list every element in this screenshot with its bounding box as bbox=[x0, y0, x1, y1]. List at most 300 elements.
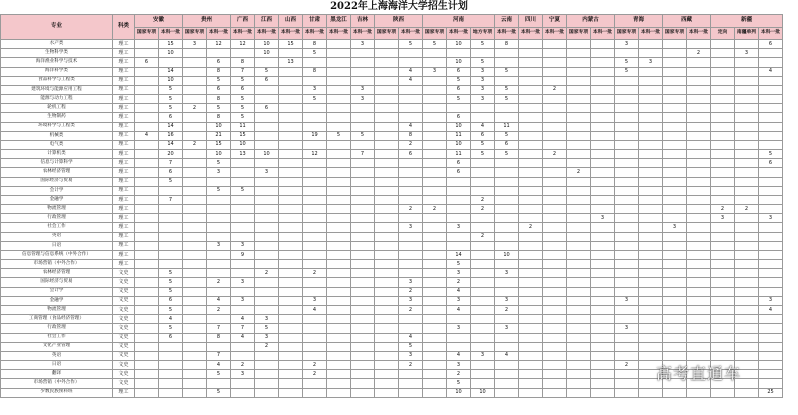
quota-cell bbox=[183, 388, 207, 397]
quota-cell bbox=[663, 287, 687, 296]
major-cell: 日语 bbox=[1, 241, 113, 250]
quota-cell bbox=[759, 223, 783, 232]
major-cell: 社会工作 bbox=[1, 333, 113, 342]
quota-cell bbox=[639, 388, 663, 397]
quota-cell bbox=[183, 168, 207, 177]
quota-cell bbox=[711, 49, 735, 58]
quota-cell bbox=[591, 260, 615, 269]
quota-cell: 2 bbox=[255, 269, 279, 278]
quota-cell bbox=[327, 113, 351, 122]
category-cell: 理工 bbox=[113, 186, 135, 195]
quota-cell bbox=[639, 113, 663, 122]
quota-cell bbox=[735, 333, 759, 342]
quota-cell bbox=[519, 177, 543, 186]
quota-cell: 3 bbox=[759, 214, 783, 223]
quota-cell bbox=[759, 58, 783, 67]
category-cell: 理工 bbox=[113, 177, 135, 186]
quota-cell bbox=[303, 214, 327, 223]
quota-cell: 2 bbox=[399, 305, 423, 314]
quota-cell bbox=[135, 168, 159, 177]
quota-cell bbox=[375, 205, 399, 214]
quota-cell: 6 bbox=[207, 58, 231, 67]
quota-cell: 2 bbox=[207, 278, 231, 287]
major-cell: 食品科学与工程类 bbox=[1, 76, 113, 85]
quota-cell bbox=[591, 95, 615, 104]
quota-cell bbox=[327, 351, 351, 360]
quota-cell bbox=[183, 76, 207, 85]
quota-cell bbox=[495, 159, 519, 168]
quota-cell bbox=[567, 379, 591, 388]
quota-cell bbox=[615, 351, 639, 360]
quota-cell bbox=[711, 241, 735, 250]
quota-cell: 2 bbox=[615, 361, 639, 370]
quota-cell bbox=[375, 305, 399, 314]
quota-cell bbox=[687, 324, 711, 333]
quota-cell bbox=[639, 278, 663, 287]
category-cell: 理工 bbox=[113, 250, 135, 259]
quota-cell bbox=[495, 223, 519, 232]
quota-cell: 3 bbox=[471, 76, 495, 85]
quota-cell bbox=[375, 140, 399, 149]
quota-cell bbox=[303, 177, 327, 186]
quota-cell bbox=[759, 269, 783, 278]
quota-cell bbox=[159, 250, 183, 259]
quota-cell bbox=[495, 232, 519, 241]
quota-cell bbox=[711, 269, 735, 278]
quota-cell bbox=[711, 195, 735, 204]
quota-cell bbox=[207, 269, 231, 278]
quota-cell: 7 bbox=[159, 159, 183, 168]
quota-cell bbox=[375, 241, 399, 250]
quota-cell bbox=[231, 379, 255, 388]
quota-cell bbox=[735, 186, 759, 195]
quota-cell bbox=[519, 95, 543, 104]
quota-cell bbox=[303, 232, 327, 241]
quota-cell bbox=[735, 388, 759, 397]
header-province: 新疆 bbox=[711, 15, 783, 28]
quota-cell: 8 bbox=[303, 67, 327, 76]
quota-cell bbox=[303, 113, 327, 122]
quota-cell bbox=[471, 305, 495, 314]
quota-cell: 5 bbox=[255, 67, 279, 76]
quota-cell: 5 bbox=[303, 95, 327, 104]
quota-cell: 5 bbox=[615, 67, 639, 76]
quota-cell bbox=[687, 131, 711, 140]
quota-cell bbox=[279, 131, 303, 140]
quota-cell bbox=[183, 150, 207, 159]
quota-cell: 2 bbox=[711, 205, 735, 214]
table-row bbox=[1, 260, 783, 269]
quota-cell: 3 bbox=[495, 296, 519, 305]
table-row bbox=[1, 177, 783, 186]
quota-cell bbox=[495, 260, 519, 269]
quota-cell: 3 bbox=[183, 40, 207, 49]
quota-cell bbox=[519, 361, 543, 370]
quota-cell bbox=[591, 58, 615, 67]
quota-cell: 8 bbox=[495, 40, 519, 49]
category-cell: 理工 bbox=[113, 214, 135, 223]
quota-cell bbox=[399, 241, 423, 250]
header-province: 甘肃 bbox=[303, 15, 327, 28]
quota-cell bbox=[663, 351, 687, 360]
quota-cell: 3 bbox=[711, 214, 735, 223]
quota-cell bbox=[759, 370, 783, 379]
quota-cell bbox=[279, 260, 303, 269]
quota-cell bbox=[327, 67, 351, 76]
quota-cell bbox=[135, 214, 159, 223]
table-row bbox=[1, 76, 783, 85]
quota-cell bbox=[567, 49, 591, 58]
major-cell: 海洋渔业科学与技术 bbox=[1, 58, 113, 67]
quota-cell: 5 bbox=[447, 379, 471, 388]
quota-cell bbox=[231, 168, 255, 177]
quota-cell bbox=[375, 122, 399, 131]
table-row bbox=[1, 315, 783, 324]
quota-cell bbox=[399, 58, 423, 67]
quota-cell bbox=[327, 296, 351, 305]
quota-cell bbox=[591, 113, 615, 122]
header-province: 广西 bbox=[231, 15, 255, 28]
quota-cell bbox=[711, 250, 735, 259]
quota-cell: 19 bbox=[303, 131, 327, 140]
quota-cell bbox=[231, 159, 255, 168]
quota-cell bbox=[375, 260, 399, 269]
header-province: 陕西 bbox=[375, 15, 423, 28]
quota-cell: 3 bbox=[471, 67, 495, 76]
quota-cell: 20 bbox=[159, 150, 183, 159]
quota-cell bbox=[375, 131, 399, 140]
quota-cell bbox=[735, 250, 759, 259]
quota-cell bbox=[327, 278, 351, 287]
quota-cell bbox=[615, 305, 639, 314]
quota-cell bbox=[735, 305, 759, 314]
quota-cell bbox=[615, 113, 639, 122]
quota-cell bbox=[711, 140, 735, 149]
quota-cell bbox=[567, 131, 591, 140]
quota-cell bbox=[471, 49, 495, 58]
quota-cell bbox=[639, 177, 663, 186]
quota-cell bbox=[135, 370, 159, 379]
quota-cell: 6 bbox=[759, 159, 783, 168]
quota-cell bbox=[255, 223, 279, 232]
quota-cell bbox=[639, 168, 663, 177]
quota-cell bbox=[471, 168, 495, 177]
quota-cell bbox=[519, 159, 543, 168]
quota-cell bbox=[519, 195, 543, 204]
quota-cell bbox=[375, 76, 399, 85]
quota-cell: 5 bbox=[423, 40, 447, 49]
quota-cell bbox=[207, 287, 231, 296]
quota-cell: 5 bbox=[207, 186, 231, 195]
quota-cell: 4 bbox=[759, 67, 783, 76]
quota-cell bbox=[519, 324, 543, 333]
quota-cell: 12 bbox=[207, 40, 231, 49]
quota-cell: 25 bbox=[759, 388, 783, 397]
quota-cell bbox=[351, 269, 375, 278]
quota-cell bbox=[543, 140, 567, 149]
quota-cell bbox=[231, 232, 255, 241]
quota-cell: 3 bbox=[447, 324, 471, 333]
quota-cell bbox=[351, 186, 375, 195]
quota-cell bbox=[135, 232, 159, 241]
quota-cell bbox=[471, 223, 495, 232]
table-row bbox=[1, 278, 783, 287]
major-cell: 物流管理 bbox=[1, 305, 113, 314]
quota-cell: 5 bbox=[471, 140, 495, 149]
quota-cell bbox=[759, 324, 783, 333]
quota-cell bbox=[735, 223, 759, 232]
quota-cell bbox=[471, 241, 495, 250]
quota-cell bbox=[327, 361, 351, 370]
quota-cell: 3 bbox=[447, 361, 471, 370]
quota-cell bbox=[495, 342, 519, 351]
quota-cell bbox=[639, 315, 663, 324]
quota-cell bbox=[495, 388, 519, 397]
quota-cell bbox=[519, 131, 543, 140]
major-cell: 国际经济与贸易 bbox=[1, 278, 113, 287]
quota-cell: 2 bbox=[399, 287, 423, 296]
quota-cell bbox=[591, 104, 615, 113]
quota-cell bbox=[591, 159, 615, 168]
quota-cell bbox=[663, 315, 687, 324]
quota-cell bbox=[615, 223, 639, 232]
quota-cell bbox=[423, 131, 447, 140]
quota-cell bbox=[615, 195, 639, 204]
quota-cell bbox=[279, 296, 303, 305]
quota-cell bbox=[639, 140, 663, 149]
header-batch: 本科一批 bbox=[759, 28, 783, 40]
quota-cell bbox=[279, 104, 303, 113]
major-cell: 文化产业管理 bbox=[1, 342, 113, 351]
quota-cell bbox=[735, 40, 759, 49]
quota-cell bbox=[567, 76, 591, 85]
quota-cell bbox=[471, 260, 495, 269]
quota-cell bbox=[183, 370, 207, 379]
quota-cell bbox=[327, 315, 351, 324]
quota-cell bbox=[375, 379, 399, 388]
quota-cell bbox=[543, 168, 567, 177]
quota-cell: 5 bbox=[399, 40, 423, 49]
quota-cell: 4 bbox=[135, 131, 159, 140]
quota-cell: 4 bbox=[399, 333, 423, 342]
quota-cell bbox=[183, 361, 207, 370]
quota-cell bbox=[255, 159, 279, 168]
quota-cell bbox=[135, 324, 159, 333]
quota-cell bbox=[279, 159, 303, 168]
quota-cell bbox=[543, 214, 567, 223]
quota-cell bbox=[495, 76, 519, 85]
table-row bbox=[1, 150, 783, 159]
quota-cell bbox=[351, 278, 375, 287]
major-cell: 国际经济与贸易 bbox=[1, 177, 113, 186]
quota-cell: 5 bbox=[303, 49, 327, 58]
quota-cell bbox=[663, 324, 687, 333]
quota-cell bbox=[663, 195, 687, 204]
header-province: 安徽 bbox=[135, 15, 183, 28]
quota-cell: 5 bbox=[159, 85, 183, 94]
quota-cell bbox=[543, 269, 567, 278]
quota-cell bbox=[759, 85, 783, 94]
quota-cell bbox=[423, 49, 447, 58]
major-cell: 金融学 bbox=[1, 195, 113, 204]
quota-cell bbox=[663, 122, 687, 131]
quota-cell bbox=[447, 232, 471, 241]
header-province: 黑龙江 bbox=[327, 15, 351, 28]
quota-cell bbox=[183, 223, 207, 232]
quota-cell bbox=[567, 361, 591, 370]
quota-cell bbox=[495, 104, 519, 113]
quota-cell bbox=[351, 214, 375, 223]
quota-cell bbox=[495, 186, 519, 195]
quota-cell bbox=[639, 214, 663, 223]
quota-cell bbox=[399, 113, 423, 122]
quota-cell bbox=[375, 287, 399, 296]
quota-cell bbox=[519, 58, 543, 67]
quota-cell: 4 bbox=[231, 333, 255, 342]
quota-cell bbox=[639, 159, 663, 168]
quota-cell bbox=[663, 388, 687, 397]
quota-cell: 2 bbox=[207, 305, 231, 314]
quota-cell bbox=[183, 232, 207, 241]
quota-cell bbox=[159, 241, 183, 250]
quota-cell bbox=[447, 195, 471, 204]
quota-cell bbox=[327, 342, 351, 351]
quota-cell bbox=[759, 278, 783, 287]
quota-cell: 10 bbox=[159, 76, 183, 85]
major-cell: 生物制药 bbox=[1, 113, 113, 122]
quota-cell bbox=[423, 333, 447, 342]
category-cell: 理工 bbox=[113, 168, 135, 177]
quota-cell bbox=[351, 361, 375, 370]
quota-cell: 5 bbox=[231, 104, 255, 113]
quota-cell bbox=[327, 95, 351, 104]
quota-cell bbox=[711, 131, 735, 140]
quota-cell bbox=[615, 241, 639, 250]
quota-cell bbox=[471, 278, 495, 287]
quota-cell bbox=[687, 168, 711, 177]
quota-cell: 5 bbox=[495, 150, 519, 159]
quota-cell bbox=[279, 95, 303, 104]
quota-cell bbox=[327, 324, 351, 333]
quota-cell bbox=[135, 241, 159, 250]
quota-cell bbox=[447, 241, 471, 250]
quota-cell bbox=[159, 186, 183, 195]
quota-cell bbox=[279, 361, 303, 370]
quota-cell bbox=[279, 186, 303, 195]
quota-cell bbox=[567, 67, 591, 76]
quota-cell bbox=[615, 260, 639, 269]
quota-cell: 6 bbox=[135, 58, 159, 67]
quota-cell bbox=[423, 269, 447, 278]
quota-cell bbox=[543, 95, 567, 104]
quota-cell bbox=[567, 58, 591, 67]
quota-cell bbox=[279, 287, 303, 296]
header-batch: 国家专项 bbox=[663, 28, 687, 40]
quota-cell bbox=[375, 159, 399, 168]
quota-cell bbox=[567, 250, 591, 259]
quota-cell bbox=[303, 205, 327, 214]
quota-cell bbox=[567, 333, 591, 342]
quota-cell bbox=[279, 195, 303, 204]
quota-cell bbox=[327, 333, 351, 342]
quota-cell bbox=[231, 214, 255, 223]
quota-cell bbox=[159, 232, 183, 241]
quota-cell: 2 bbox=[231, 361, 255, 370]
quota-cell bbox=[639, 250, 663, 259]
quota-cell bbox=[159, 223, 183, 232]
quota-cell bbox=[663, 260, 687, 269]
quota-cell bbox=[567, 150, 591, 159]
quota-cell bbox=[135, 250, 159, 259]
quota-cell: 6 bbox=[159, 113, 183, 122]
quota-cell bbox=[135, 177, 159, 186]
quota-cell bbox=[663, 104, 687, 113]
quota-cell bbox=[255, 351, 279, 360]
quota-cell bbox=[255, 260, 279, 269]
quota-cell bbox=[687, 241, 711, 250]
quota-cell bbox=[231, 342, 255, 351]
quota-cell bbox=[519, 351, 543, 360]
quota-cell: 3 bbox=[615, 324, 639, 333]
table-row bbox=[1, 342, 783, 351]
quota-cell bbox=[759, 379, 783, 388]
quota-cell bbox=[639, 260, 663, 269]
quota-cell bbox=[543, 361, 567, 370]
table-row bbox=[1, 113, 783, 122]
quota-cell bbox=[735, 85, 759, 94]
quota-cell bbox=[639, 95, 663, 104]
quota-cell: 3 bbox=[399, 278, 423, 287]
quota-cell: 10 bbox=[447, 40, 471, 49]
quota-cell bbox=[135, 122, 159, 131]
quota-cell bbox=[279, 67, 303, 76]
quota-cell bbox=[279, 342, 303, 351]
quota-cell bbox=[135, 159, 159, 168]
header-batch: 本科一批 bbox=[159, 28, 183, 40]
quota-cell bbox=[519, 296, 543, 305]
quota-cell bbox=[759, 287, 783, 296]
quota-cell bbox=[279, 379, 303, 388]
quota-cell bbox=[399, 324, 423, 333]
category-cell: 文史 bbox=[113, 287, 135, 296]
header-batch: 本科一批 bbox=[207, 28, 231, 40]
quota-cell bbox=[471, 370, 495, 379]
major-cell: 电气类 bbox=[1, 140, 113, 149]
quota-cell bbox=[399, 168, 423, 177]
quota-cell bbox=[375, 104, 399, 113]
quota-cell bbox=[135, 388, 159, 397]
header-province: 西藏 bbox=[663, 15, 711, 28]
major-cell: 金融学 bbox=[1, 296, 113, 305]
quota-cell: 4 bbox=[399, 67, 423, 76]
quota-cell bbox=[567, 305, 591, 314]
quota-cell bbox=[231, 223, 255, 232]
quota-cell bbox=[591, 40, 615, 49]
quota-cell bbox=[663, 95, 687, 104]
header-batch: 国家专项 bbox=[183, 28, 207, 40]
quota-cell bbox=[591, 333, 615, 342]
quota-cell bbox=[327, 214, 351, 223]
quota-cell bbox=[615, 232, 639, 241]
quota-cell: 10 bbox=[231, 140, 255, 149]
header-province: 山西 bbox=[279, 15, 303, 28]
quota-cell bbox=[543, 315, 567, 324]
quota-cell bbox=[543, 104, 567, 113]
quota-cell bbox=[711, 223, 735, 232]
category-cell: 理工 bbox=[113, 49, 135, 58]
quota-cell bbox=[327, 150, 351, 159]
quota-cell bbox=[183, 278, 207, 287]
